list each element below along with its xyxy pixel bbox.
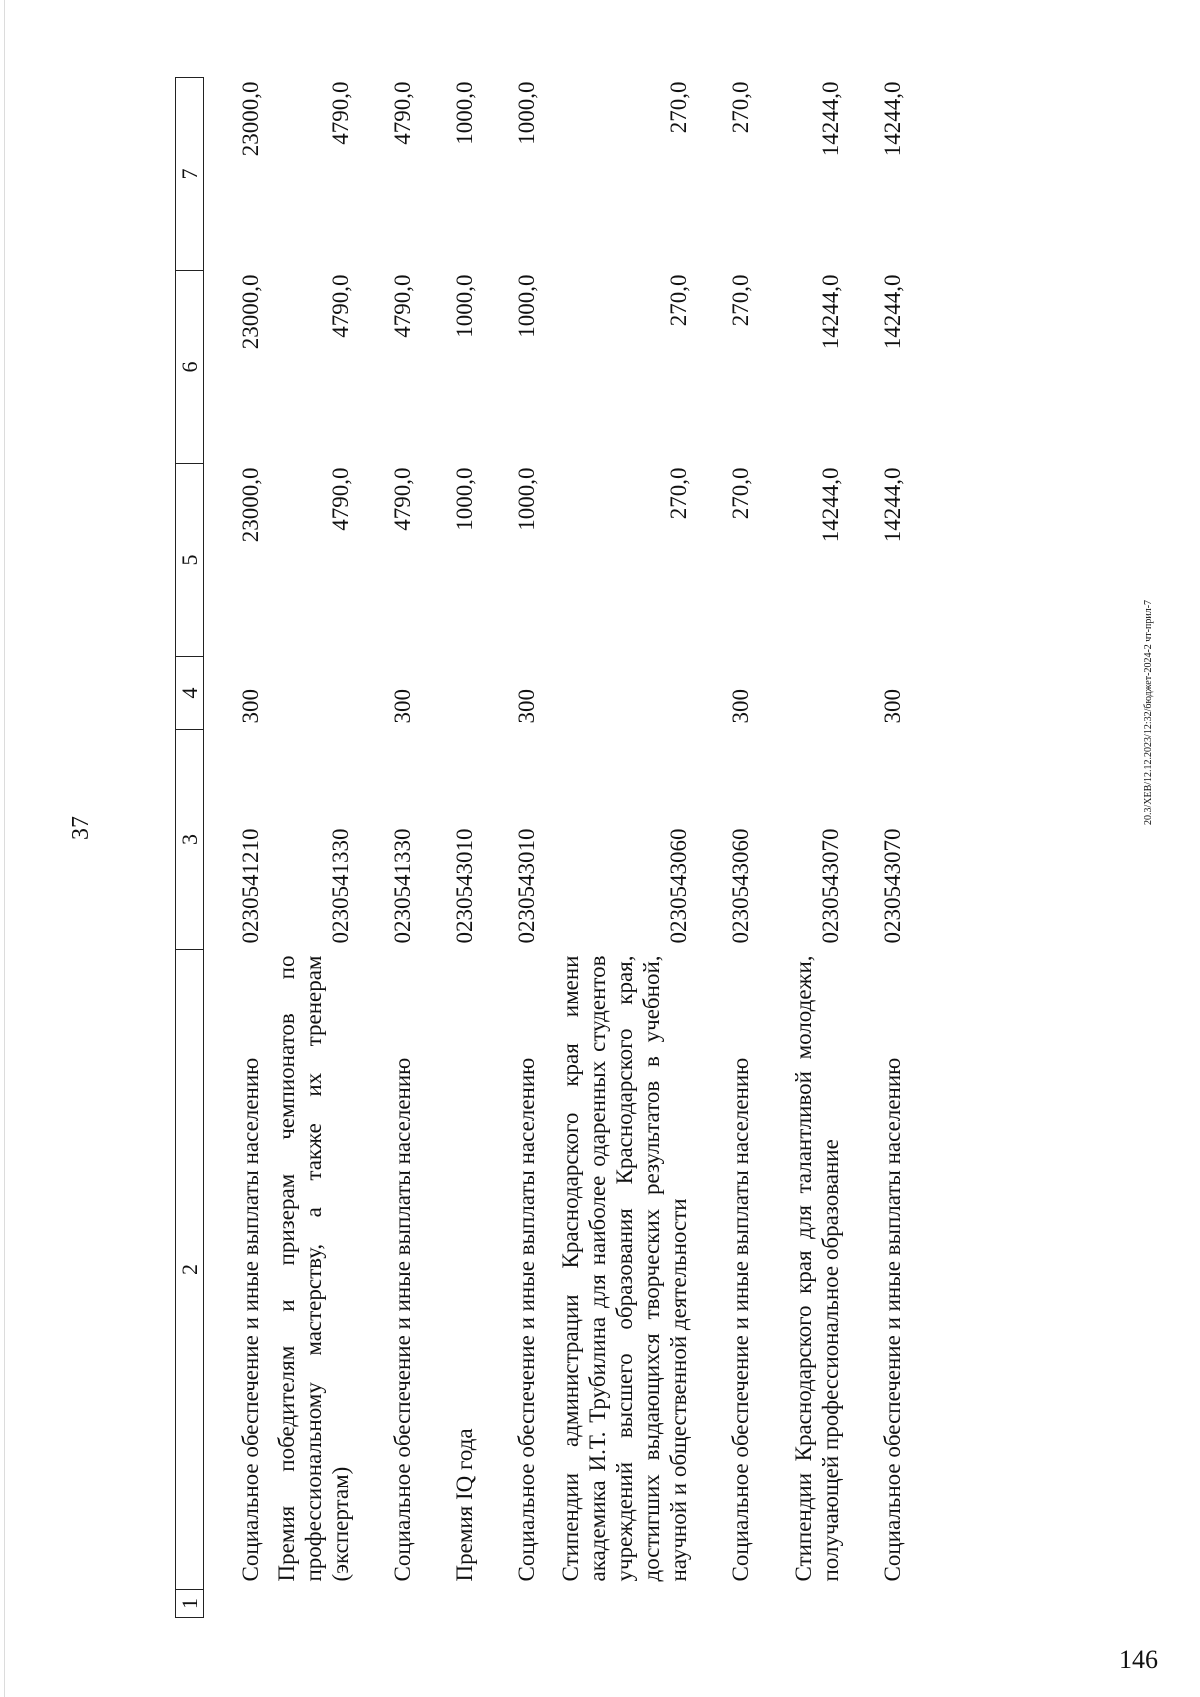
- row-value-6: 270,0: [728, 274, 753, 327]
- header-col-1: 1: [176, 1590, 204, 1618]
- row-value-7: 14244,0: [818, 81, 843, 157]
- row-name: Социальное обеспечение и иные выплаты населению: [880, 1057, 905, 1582]
- row-value-7: 270,0: [728, 81, 753, 134]
- row-type: [264, 657, 354, 730]
- row-code: 0230541330: [390, 828, 415, 944]
- row-name: Стипендии администрации Краснодарского края имени академика И.Т. Трубилина для наиболее одаренных студентов учреждений высшего образования Краснодарского края, достигших выдающихся творческих результатов в учебной, научной и общественной деятельности: [558, 955, 691, 1582]
- row-code: 0230541330: [328, 828, 353, 944]
- document-footer-id: 20.3/ХЕВ/12.12.2023/12:32/бюджет-2024-2 чт-прил-7: [1143, 599, 1154, 825]
- row-code: 0230543010: [452, 828, 477, 944]
- row-value-6: 1000,0: [452, 274, 477, 338]
- row-value-6: 14244,0: [880, 274, 905, 350]
- table-row: [692, 78, 754, 1618]
- table-row: [416, 78, 478, 1618]
- row-value-5: 4790,0: [328, 467, 353, 531]
- row-code: 0230543060: [728, 828, 753, 944]
- row-value-6: 4790,0: [390, 274, 415, 338]
- row-type: 300: [880, 689, 905, 724]
- table-row: [754, 78, 844, 1618]
- row-value-7: 1000,0: [514, 81, 539, 145]
- row-type: 300: [390, 689, 415, 724]
- row-type: [540, 657, 692, 730]
- row-value-7: 270,0: [666, 81, 691, 134]
- row-type: [754, 657, 844, 730]
- row-name: Социальное обеспечение и иные выплаты населению: [390, 1057, 415, 1582]
- header-col-6: 6: [176, 271, 204, 464]
- row-value-7: 4790,0: [328, 81, 353, 145]
- header-col-7: 7: [176, 78, 204, 271]
- row-type: 300: [514, 689, 539, 724]
- row-value-6: 23000,0: [238, 274, 263, 350]
- row-value-7: 23000,0: [238, 81, 263, 157]
- row-code: 0230541210: [238, 828, 263, 944]
- row-value-6: 4790,0: [328, 274, 353, 338]
- row-value-5: 1000,0: [452, 467, 477, 531]
- table-row: [844, 78, 906, 1618]
- row-value-5: 14244,0: [880, 467, 905, 543]
- budget-table: [175, 77, 906, 1618]
- row-name: Стипендии Краснодарского края для талантливой молодежи, получающей профессиональное образование: [791, 955, 843, 1582]
- rotated-table-container: [175, 78, 981, 1618]
- row-value-7: 14244,0: [880, 81, 905, 157]
- header-col-5: 5: [176, 464, 204, 657]
- row-code: 0230543070: [880, 828, 905, 944]
- row-value-7: 4790,0: [390, 81, 415, 145]
- table-row: [354, 78, 416, 1618]
- row-code: 0230543070: [818, 828, 843, 944]
- table-row: [264, 78, 354, 1618]
- row-code: 0230543010: [514, 828, 539, 944]
- table-row: [478, 78, 540, 1618]
- scan-edge-line: [4, 0, 5, 1697]
- row-value-6: 1000,0: [514, 274, 539, 338]
- table-row: [540, 78, 692, 1618]
- page-number-top: 37: [68, 816, 94, 840]
- row-value-6: 270,0: [666, 274, 691, 327]
- row-value-5: 23000,0: [238, 467, 263, 543]
- header-row: [176, 78, 204, 1618]
- header-col-4: 4: [176, 657, 204, 730]
- row-name: Премия победителям и призерам чемпионатов по профессиональному мастерству, а также их тренерам (экспертам): [274, 955, 353, 1582]
- row-name: Премия IQ года: [452, 1428, 477, 1582]
- row-name: Социальное обеспечение и иные выплаты населению: [238, 1057, 263, 1582]
- header-col-3: 3: [176, 730, 204, 950]
- row-value-7: 1000,0: [452, 81, 477, 145]
- row-value-5: 4790,0: [390, 467, 415, 531]
- header-col-2: 2: [176, 950, 204, 1590]
- row-type: 300: [238, 689, 263, 724]
- row-value-5: 14244,0: [818, 467, 843, 543]
- row-type: 300: [728, 689, 753, 724]
- table-row: [204, 78, 265, 1618]
- row-code: 0230543060: [666, 828, 691, 944]
- row-name: Социальное обеспечение и иные выплаты населению: [728, 1057, 753, 1582]
- row-value-5: 1000,0: [514, 467, 539, 531]
- row-value-6: 14244,0: [818, 274, 843, 350]
- row-value-5: 270,0: [666, 467, 691, 520]
- row-value-5: 270,0: [728, 467, 753, 520]
- page-number-bottom: 146: [1119, 1645, 1158, 1674]
- row-name: Социальное обеспечение и иные выплаты населению: [514, 1057, 539, 1582]
- row-type: [416, 657, 478, 730]
